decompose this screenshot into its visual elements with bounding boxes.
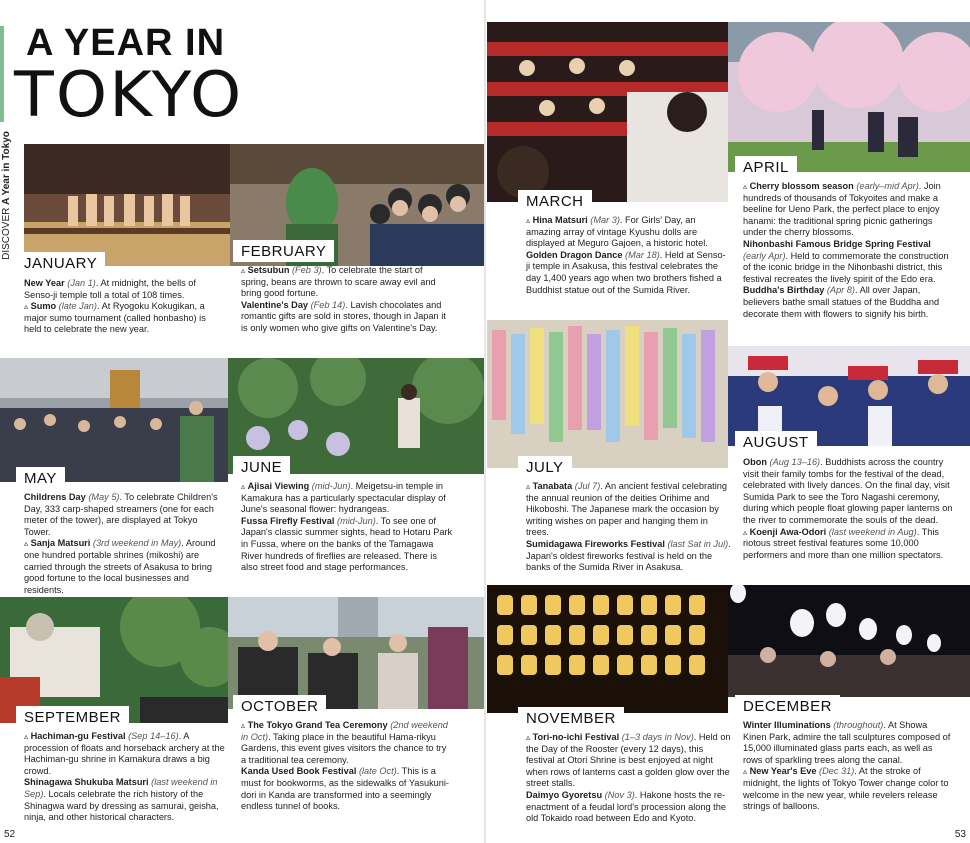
- sanja-matsuri-photo: [0, 358, 228, 482]
- section-prefix: DISCOVER: [0, 207, 12, 260]
- event-item: [24, 301, 224, 336]
- event-item: [526, 215, 726, 250]
- event-date: (late Jan): [58, 301, 97, 312]
- tanabata-photo: [487, 320, 728, 468]
- event-item: [743, 720, 953, 766]
- month-heading-october: OCTOBER: [233, 695, 326, 717]
- july-events: [526, 481, 731, 574]
- event-text: . For Girls' Day, an amazing array of vintage Kyushu dolls are displayed at Meguro Gajoen, a historic hotel.: [526, 215, 708, 249]
- event-text: . All over Japan, believers bathe small statues of the Buddha and decorate them with flowers to signify his birth.: [743, 285, 940, 319]
- event-text: . Join hundreds of thousands of Tokyoites and make a beeline for Ueno Park, the perfect place to enjoy hanami: the traditional spring picnic gatherings under the cherry blossoms.: [743, 181, 941, 238]
- may-events: [24, 492, 226, 596]
- event-item: [24, 731, 228, 777]
- lanterns-photo: [487, 585, 728, 713]
- month-heading-february: FEBRUARY: [233, 240, 334, 262]
- page-title-line1: A YEAR IN: [26, 22, 226, 64]
- event-item: [526, 732, 731, 790]
- event-text: . Held at Senso-ji temple in Asakusa, this festival celebrates the day 1,400 years ago when two brothers fished a Buddhist statue out of the Sumida River.: [526, 249, 726, 295]
- event-name: Sumo: [30, 301, 57, 312]
- event-text: . To celebrate the start of spring, beans are thrown to scare away evil and bring good fortune.: [241, 265, 436, 299]
- hina-dolls-photo: [487, 22, 728, 202]
- triangle-marker-icon: ▵: [743, 767, 748, 777]
- event-text: . A procession of floats and horseback archery at the Hachiman-gu shrine in Kamakura draws a big crowd.: [24, 731, 225, 776]
- event-item: [526, 790, 731, 825]
- event-text: . At midnight, the bells of Senso-ji temple toll a total of 108 times.: [24, 278, 196, 300]
- event-item: [526, 539, 731, 574]
- page-title-line2: TOKYO: [14, 58, 244, 131]
- event-text: . At Showa Kinen Park, admire the tall sculptures composed of 15,000 illuminated glass parts each, as well as rows of sparkling trees along the canal.: [743, 720, 951, 765]
- month-heading-january: JANUARY: [16, 252, 105, 274]
- event-name: Hina Matsuri: [532, 215, 588, 225]
- month-heading-august: AUGUST: [735, 431, 817, 453]
- october-events: [241, 720, 453, 813]
- event-item: [743, 285, 953, 320]
- event-text: . Taking place in the beautiful Hama-rikyu Gardens, this event gives visitors the chance to try a traditional tea ceremony.: [241, 731, 447, 765]
- event-item: [743, 527, 953, 562]
- march-events: [526, 215, 726, 296]
- month-heading-july: JULY: [518, 456, 572, 478]
- event-text: . Japan's oldest fireworks festival is held on the banks of the Sumida River in Asakusa.: [526, 538, 731, 573]
- event-name: New Year: [24, 278, 65, 288]
- event-text: . Buddhists across the country visit their family tombs for the festival of the dead, celebrated with lively dances. On the final day, visit Sumida Park to see the Toro Nagashi ceremony, during which people float glowing paper lanterns on the river to commemorate the souls of the dead.: [743, 457, 953, 525]
- sumo-photo: [24, 144, 230, 266]
- event-date: (May 5): [88, 492, 120, 502]
- triangle-marker-icon: ▵: [24, 539, 29, 549]
- triangle-marker-icon: ▵: [241, 482, 246, 491]
- event-name: Childrens Day: [24, 492, 86, 502]
- triangle-marker-icon: ▵: [743, 182, 748, 191]
- event-name: Daimyo Gyoretsu: [526, 789, 603, 800]
- event-item: [241, 766, 453, 812]
- event-item: [526, 481, 731, 539]
- section-title: A Year in Tokyo: [0, 131, 12, 205]
- event-item: [24, 777, 228, 823]
- event-date: (Mar 3): [590, 215, 620, 225]
- event-text: . Lavish chocolates and romantic gifts are sold in stores, though in Japan it is only women who give gifts on Valentine's Day.: [241, 299, 446, 333]
- event-text: . Around one hundred portable shrines (mikoshi) are carried through the streets of Asakusa to bring good fortune to the local businesses and residents.: [24, 538, 216, 595]
- event-date: (last weekend in Aug): [828, 526, 917, 537]
- event-date: (early–mid Apr): [856, 181, 919, 191]
- event-date: (Apr 8): [826, 285, 855, 296]
- event-text: . An ancient festival celebrating the annual reunion of the deities Orihime and Hikoboshi. The Japanese mark the occasion by writing wishes on paper and hanging them in trees.: [526, 481, 727, 538]
- event-date: (Aug 13–16): [769, 457, 821, 467]
- event-name: New Year's Eve: [749, 766, 817, 777]
- event-name: Hachiman-gu Festival: [30, 731, 126, 741]
- event-date: (last weekend in Sep): [24, 777, 218, 799]
- triangle-marker-icon: ▵: [241, 721, 246, 730]
- event-text: . To see one of Japan's classic summer sights, head to Hotaru Park in Fussa, where on the banks of the Tamagawa River hundreds of fireflies are released. There is also street food and stage performances.: [241, 515, 453, 573]
- event-date: (Feb 3): [292, 265, 322, 275]
- september-events: [24, 731, 228, 824]
- event-text: . Held on the Day of the Rooster (every 12 days), this festival at Otori Shrine is best enjoyed at night when rows of lanterns cast a golden glow over the street stalls.: [526, 732, 731, 789]
- event-name: Obon: [743, 457, 767, 467]
- event-date: (Nov 3): [604, 789, 635, 800]
- event-date: (mid-Jun): [337, 515, 376, 526]
- event-date: (Jul 7): [574, 481, 601, 491]
- event-name: Setsubun: [247, 265, 290, 275]
- event-item: [743, 766, 953, 812]
- event-name: Nihonbashi Famous Bridge Spring Festival: [743, 238, 931, 249]
- event-date: (Jan 1): [67, 278, 96, 288]
- event-date: (1–3 days in Nov): [621, 732, 694, 742]
- event-date: (Mar 18): [625, 249, 660, 260]
- event-text: . This is a must for bookworms, as the sidewalks of Yasukuni-dori in Kanda are transformed into a seemingly endless tunnel of books.: [241, 766, 449, 812]
- month-heading-december: DECEMBER: [735, 695, 840, 717]
- february-events: [241, 265, 451, 335]
- cherry-blossom-photo: [728, 22, 970, 172]
- event-text: . Locals celebrate the rich history of the Shinagwa ward by dressing as samurai, geisha, ninja, and other historical characters.: [24, 788, 219, 823]
- event-item: [743, 239, 953, 285]
- event-date: (mid-Jun): [311, 481, 351, 491]
- triangle-marker-icon: ▵: [743, 527, 748, 537]
- triangle-marker-icon: ▵: [24, 302, 29, 312]
- event-date: (Feb 14): [310, 299, 346, 310]
- gutter: [484, 0, 486, 843]
- event-date: (early Apr): [743, 250, 786, 261]
- event-name: Cherry blossom season: [749, 181, 854, 191]
- event-name: Golden Dragon Dance: [526, 249, 623, 260]
- triangle-marker-icon: ▵: [526, 733, 531, 742]
- event-name: Sanja Matsuri: [30, 538, 91, 549]
- event-text: . At the stroke of midnight, the lights of Tokyo Tower change color to welcome in the new year, while revelers release strings of balloons.: [743, 766, 949, 812]
- balloons-photo: [728, 585, 970, 697]
- event-item: [24, 492, 226, 538]
- event-name: Tori-no-ichi Festival: [532, 732, 620, 742]
- april-events: [743, 181, 953, 320]
- november-events: [526, 732, 731, 825]
- month-heading-march: MARCH: [518, 190, 592, 212]
- event-item: [241, 516, 453, 574]
- event-name: Shinagawa Shukuba Matsuri: [24, 777, 149, 788]
- event-text: . At Ryogoku Kokugikan, a major sumo tournament (called honbasho) is held to celebrate the new year.: [24, 301, 206, 335]
- event-item: [241, 300, 451, 335]
- event-item: [241, 265, 451, 300]
- title-accent-bar: [0, 26, 4, 122]
- event-date: (late Oct): [358, 766, 397, 777]
- month-heading-april: APRIL: [735, 156, 797, 178]
- triangle-marker-icon: ▵: [24, 732, 29, 741]
- august-events: [743, 457, 953, 561]
- event-text: . Hakone hosts the re-enactment of a feudal lord's procession along the old Tokaido road between Edo and Kyoto.: [526, 789, 726, 824]
- december-events: [743, 720, 953, 813]
- event-name: Koenji Awa-Odori: [749, 526, 827, 537]
- event-date: (3rd weekend in May): [92, 538, 182, 549]
- event-date: (last Sat in Jul): [667, 538, 729, 549]
- triangle-marker-icon: ▵: [526, 216, 531, 225]
- triangle-marker-icon: ▵: [526, 482, 531, 491]
- event-item: [241, 481, 453, 516]
- event-name: Kanda Used Book Festival: [241, 766, 357, 777]
- event-item: [526, 250, 726, 296]
- event-text: . To celebrate Children's Day, 333 carp-shaped streamers (one for each meter of the tower), are displayed at Tokyo Tower.: [24, 492, 218, 537]
- event-date: (2nd weekend in Oct): [241, 720, 448, 742]
- archery-photo: [0, 597, 228, 723]
- section-side-label: [1, 131, 12, 260]
- event-item: [24, 278, 224, 301]
- event-item: [24, 538, 226, 596]
- event-name: Winter Illuminations: [743, 720, 831, 730]
- event-text: . Held to commemorate the construction of the iconic bridge in the Nihonbashi district, this festival recreates the lively spirit of the Edo era.: [743, 250, 949, 284]
- page-number-right: 53: [954, 829, 966, 840]
- january-events: [24, 278, 224, 336]
- event-date: (Sep 14–16): [128, 731, 179, 741]
- event-name: Sumidagawa Fireworks Festival: [526, 538, 665, 549]
- month-heading-june: JUNE: [233, 456, 290, 478]
- event-name: Tanabata: [532, 481, 573, 491]
- june-events: [241, 481, 453, 574]
- event-text: . This riotous street festival features some 10,000 performers and more than one million spectators.: [743, 526, 944, 560]
- month-heading-september: SEPTEMBER: [16, 706, 129, 728]
- event-name: Valentine's Day: [241, 299, 309, 310]
- event-item: [743, 181, 953, 239]
- triangle-marker-icon: ▵: [241, 266, 246, 275]
- event-item: [241, 720, 453, 766]
- event-name: The Tokyo Grand Tea Ceremony: [247, 720, 388, 730]
- event-item: [743, 457, 953, 527]
- event-name: Fussa Firefly Festival: [241, 515, 335, 526]
- event-date: (throughout): [833, 720, 884, 730]
- month-heading-may: MAY: [16, 467, 65, 489]
- tea-ceremony-photo: [228, 597, 485, 709]
- event-date: (Dec 31): [819, 766, 855, 777]
- event-name: Ajisai Viewing: [247, 481, 310, 491]
- page-number-left: 52: [4, 829, 16, 840]
- month-heading-november: NOVEMBER: [518, 707, 624, 729]
- event-text: . Meigetsu-in temple in Kamakura has a particularly spectacular display of June's seasonal flower: hydrangeas.: [241, 481, 446, 515]
- event-name: Buddha's Birthday: [743, 285, 825, 296]
